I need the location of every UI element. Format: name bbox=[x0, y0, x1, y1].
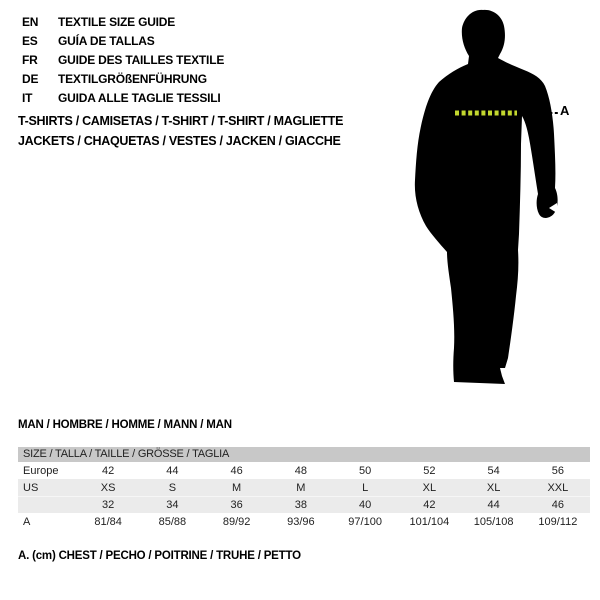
footnote-chest: A. (cm) CHEST / PECHO / POITRINE / TRUHE / PETTO bbox=[18, 550, 301, 562]
category-list bbox=[18, 111, 343, 151]
size-table-header: SIZE / TALLA / TAILLE / GRÖSSE / TAGLIA bbox=[18, 447, 590, 462]
size-cell: 109/112 bbox=[538, 515, 578, 528]
size-table-row bbox=[18, 496, 590, 513]
language-label: GUÍA DE TALLAS bbox=[58, 33, 155, 48]
size-row-label: A bbox=[23, 515, 31, 528]
language-row bbox=[22, 12, 224, 31]
size-cell: 48 bbox=[294, 464, 307, 477]
size-cell: XL bbox=[486, 481, 501, 494]
size-cell: XXL bbox=[547, 481, 569, 494]
man-silhouette-shape bbox=[415, 10, 558, 384]
size-cell: 81/84 bbox=[94, 515, 122, 528]
size-cell: 46 bbox=[551, 499, 564, 511]
size-cell: 52 bbox=[423, 464, 436, 477]
size-cell: 32 bbox=[102, 499, 115, 511]
size-cell: 89/92 bbox=[222, 515, 251, 528]
language-row bbox=[22, 31, 224, 50]
size-table-row bbox=[18, 479, 590, 496]
language-code: EN bbox=[22, 14, 39, 29]
language-label: GUIDA ALLE TAGLIE TESSILI bbox=[58, 90, 221, 105]
size-cell: M bbox=[296, 481, 306, 494]
size-cell: 40 bbox=[359, 499, 372, 511]
size-cell: L bbox=[362, 481, 369, 494]
size-cell: 38 bbox=[294, 499, 307, 511]
measurement-label-a: A bbox=[560, 103, 570, 118]
figure-man-silhouette bbox=[398, 4, 584, 390]
language-label: GUIDE DES TAILLES TEXTILE bbox=[58, 52, 225, 67]
language-code: DE bbox=[22, 71, 39, 86]
language-label: TEXTILE SIZE GUIDE bbox=[58, 14, 176, 29]
size-cell: 50 bbox=[359, 464, 372, 477]
language-code: IT bbox=[22, 90, 33, 105]
size-cell: 42 bbox=[423, 499, 436, 511]
language-row bbox=[22, 50, 224, 69]
size-cell: 42 bbox=[102, 464, 115, 477]
size-cell: 93/96 bbox=[287, 515, 315, 528]
category-line: JACKETS / CHAQUETAS / VESTES / JACKEN / GIACCHE bbox=[18, 134, 341, 148]
language-row bbox=[22, 88, 224, 107]
size-cell: 44 bbox=[487, 499, 500, 511]
size-row-label: US bbox=[23, 481, 39, 494]
man-silhouette-graphic bbox=[398, 4, 584, 390]
size-cell: XS bbox=[100, 481, 116, 494]
size-cell: 54 bbox=[487, 464, 500, 477]
size-table-row bbox=[18, 462, 590, 479]
language-code: ES bbox=[22, 33, 38, 48]
category-line: T-SHIRTS / CAMISETAS / T-SHIRT / T-SHIRT / MAGLIETTE bbox=[18, 114, 344, 128]
size-cell: 97/100 bbox=[348, 515, 382, 528]
size-cell: 34 bbox=[166, 499, 179, 511]
size-cell: 56 bbox=[551, 464, 564, 477]
size-cell: M bbox=[232, 481, 242, 494]
size-cell: 105/108 bbox=[473, 515, 514, 528]
language-row bbox=[22, 69, 224, 88]
language-label: TEXTILGRÖßENFÜHRUNG bbox=[58, 71, 207, 86]
size-cell: 36 bbox=[230, 499, 243, 511]
size-table-row bbox=[18, 513, 590, 530]
size-cell: 85/88 bbox=[158, 515, 187, 528]
size-cell: 44 bbox=[166, 464, 179, 477]
language-list bbox=[22, 12, 224, 107]
size-row-label: Europe bbox=[23, 464, 59, 477]
size-cell: S bbox=[168, 481, 177, 494]
section-title-man: MAN / HOMBRE / HOMME / MANN / MAN bbox=[18, 419, 232, 431]
size-cell: XL bbox=[422, 481, 437, 494]
size-cell: 101/104 bbox=[409, 515, 450, 528]
language-code: FR bbox=[22, 52, 38, 67]
size-table bbox=[18, 447, 590, 530]
size-cell: 46 bbox=[230, 464, 243, 477]
